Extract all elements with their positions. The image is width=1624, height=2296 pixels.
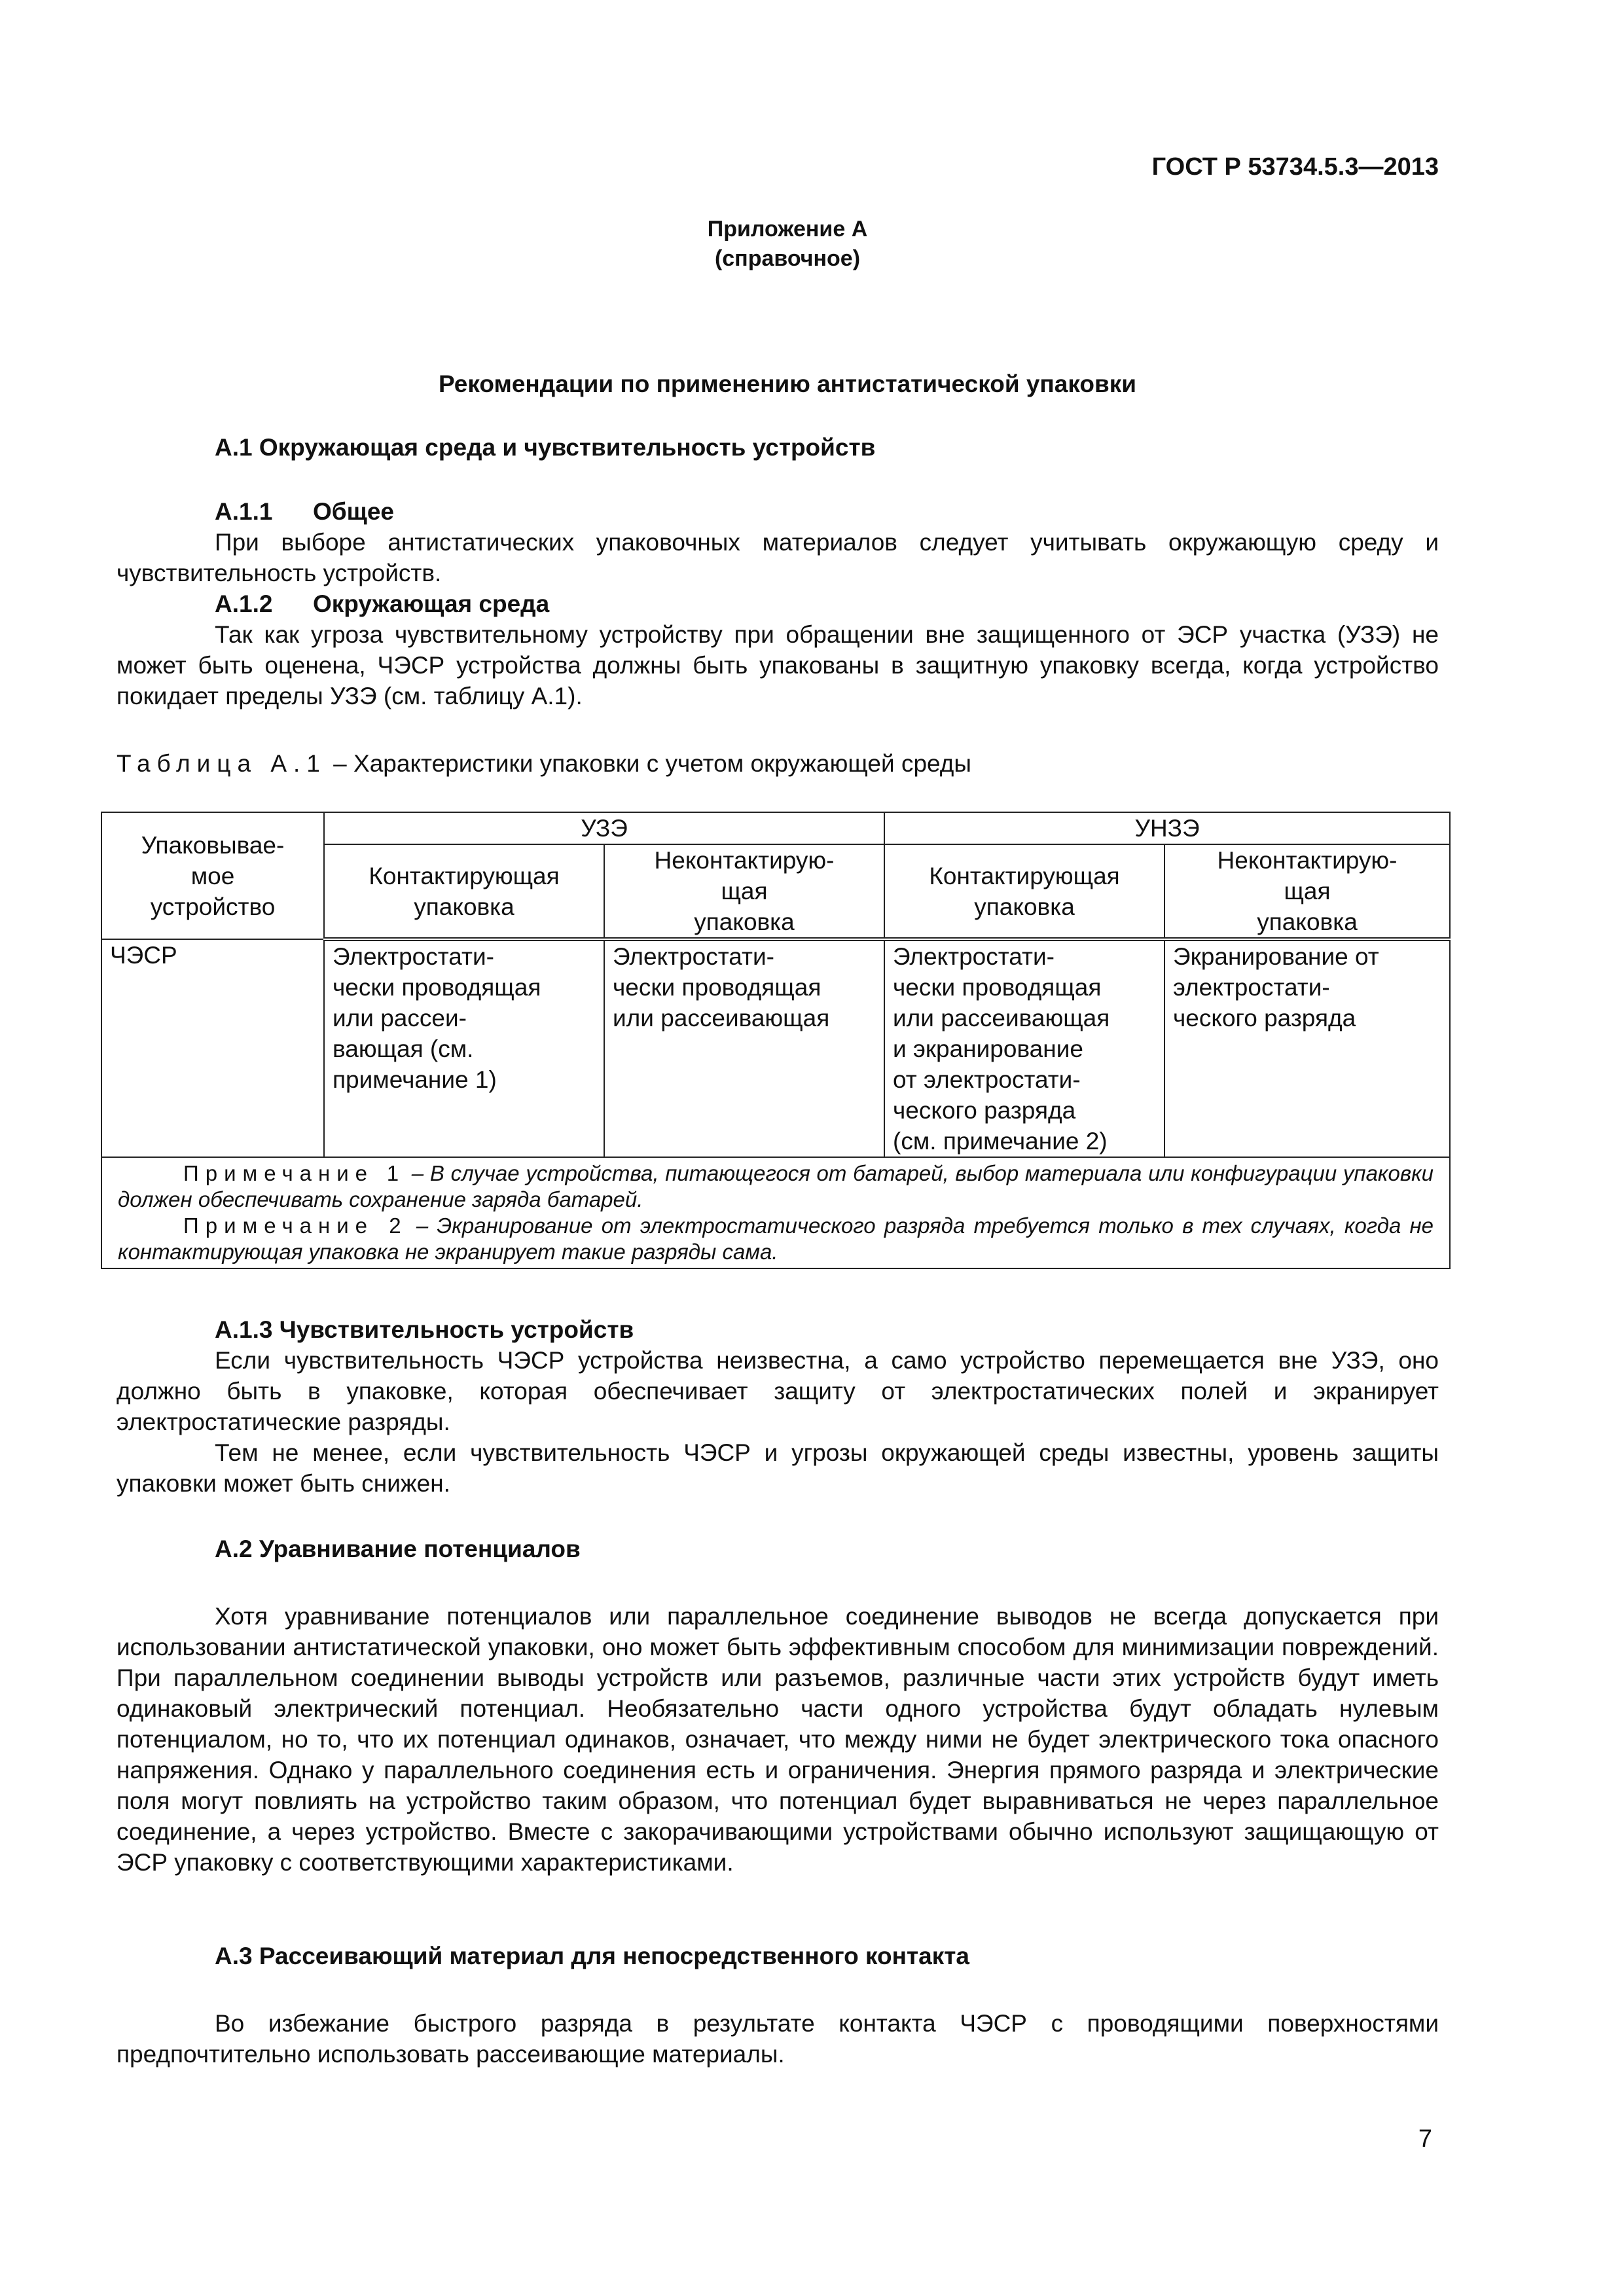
paragraph-a1-3-2: Тем не менее, если чувствительность ЧЭСР и угрозы окружающей среды известны, уровень защиты упаковки может быть снижен. (117, 1439, 1439, 1497)
table-note-2-text: – Экранирование от электростатического разряда требуется только в тех случаях, когда не контактирующая упаковка не экранирует такие разряды сама. (118, 1213, 1434, 1264)
table-note-2-label: Примечание 2 (183, 1213, 408, 1238)
heading-a1-1-number: А.1.1 (215, 498, 273, 525)
table-note-1 (118, 1160, 1434, 1213)
cell-unze-contact: Электростати- чески проводящая или рассеивающая и экранирование от электростати- ческого разряда (см. примечание 2) (884, 939, 1164, 1157)
heading-a3: А.3 Рассеивающий материал для непосредственного контакта (215, 1943, 969, 1969)
col-header-uze-contact: Контактирующая упаковка (324, 844, 604, 939)
col-header-uze-noncontact: Неконтактирую- щая упаковка (604, 844, 884, 939)
heading-a1: А.1 Окружающая среда и чувствительность устройств (215, 434, 876, 461)
appendix-title: Приложение А (707, 217, 868, 242)
gost-code: ГОСТ Р 53734.5.3—2013 (1151, 153, 1439, 181)
table-note-1-text: – В случае устройства, питающегося от батарей, выбор материала или конфигурации упаковки должен обеспечивать сохранение заряда батарей. (118, 1161, 1434, 1211)
table-caption-label: Таблица А.1 (117, 750, 327, 777)
heading-a1-1-title: Общее (313, 498, 395, 525)
table-note-2 (118, 1213, 1434, 1265)
heading-a2: А.2 Уравнивание потенциалов (215, 1535, 581, 1562)
page-number: 7 (1418, 2125, 1432, 2153)
paragraph-a1-3-1: Если чувствительность ЧЭСР устройства неизвестна, а само устройство перемещается вне УЗЭ, оно должно быть в упаковке, которая обеспечивает защиту от электростатических полей и экранирует электростатические разряды. (117, 1347, 1439, 1435)
appendix-header (117, 215, 1439, 274)
document-title: Рекомендации по применению антистатической упаковки (438, 370, 1136, 397)
cell-device: ЧЭСР (101, 939, 324, 1157)
appendix-type: (справочное) (714, 246, 861, 271)
heading-a1-2-number: А.1.2 (215, 590, 273, 617)
table-caption-text: – Характеристики упаковки с учетом окружающей среды (333, 750, 971, 777)
heading-a1-2 (215, 588, 549, 619)
document-page (110, 0, 1439, 2296)
cell-unze-noncontact: Экранирование от электростати- ческого разряда (1164, 939, 1450, 1157)
col-header-device: Упаковывае- мое устройство (101, 812, 324, 939)
paragraph-a1-2: Так как угроза чувствительному устройству при обращении вне защищенного от ЭСР участка (УЗЭ) не может быть оценена, ЧЭСР устройства должны быть упакованы в защитную упаковку всегда, когда устройство покидает пределы УЗЭ (см. таблицу А.1). (117, 621, 1439, 709)
heading-a1-1 (215, 496, 394, 527)
col-header-unze-noncontact: Неконтактирую- щая упаковка (1164, 844, 1450, 939)
heading-a1-3: А.1.3 Чувствительность устройств (215, 1316, 634, 1343)
group-header-unze: УНЗЭ (884, 812, 1450, 844)
paragraph-a1-1: При выборе антистатических упаковочных материалов следует учитывать окружающую среду и чувствительность устройств. (117, 529, 1439, 586)
heading-a1-2-title: Окружающая среда (313, 590, 550, 617)
cell-uze-noncontact: Электростати- чески проводящая или рассеивающая (604, 939, 884, 1157)
packaging-table (101, 812, 1451, 1269)
paragraph-a2: Хотя уравнивание потенциалов или параллельное соединение выводов не всегда допускается при использовании антистатической упаковки, оно может быть эффективным способом для минимизации повреждений. При параллельном соединении выводы устройств или разъемов, различные части этих устройств будут иметь одинаковый электрический потенциал. Необязательно части одного устройства будут обладать нулевым потенциалом, но то, что их потенциал одинаков, означает, что между ними не будет электрического тока опасного напряжения. Однако у параллельного соединения есть и ограничения. Энергия прямого разряда и электрические поля могут повлиять на устройство таким образом, что потенциал будет выравниваться не через параллельное соединение, а через устройство. Вместе с закорачивающими устройствами обычно используют защищающую от ЭСР упаковку с соответствующими характеристиками. (117, 1603, 1439, 1876)
cell-uze-contact: Электростати- чески проводящая или рассеи- вающая (см. примечание 1) (324, 939, 604, 1157)
table-notes (101, 1157, 1450, 1268)
table-caption (117, 748, 971, 779)
table-row (101, 939, 1450, 1157)
group-header-uze: УЗЭ (324, 812, 884, 844)
paragraph-a3: Во избежание быстрого разряда в результате контакта ЧЭСР с проводящими поверхностями предпочтительно использовать рассеивающие материалы. (117, 2010, 1439, 2068)
col-header-unze-contact: Контактирующая упаковка (884, 844, 1164, 939)
table-note-1-label: Примечание 1 (183, 1161, 406, 1185)
